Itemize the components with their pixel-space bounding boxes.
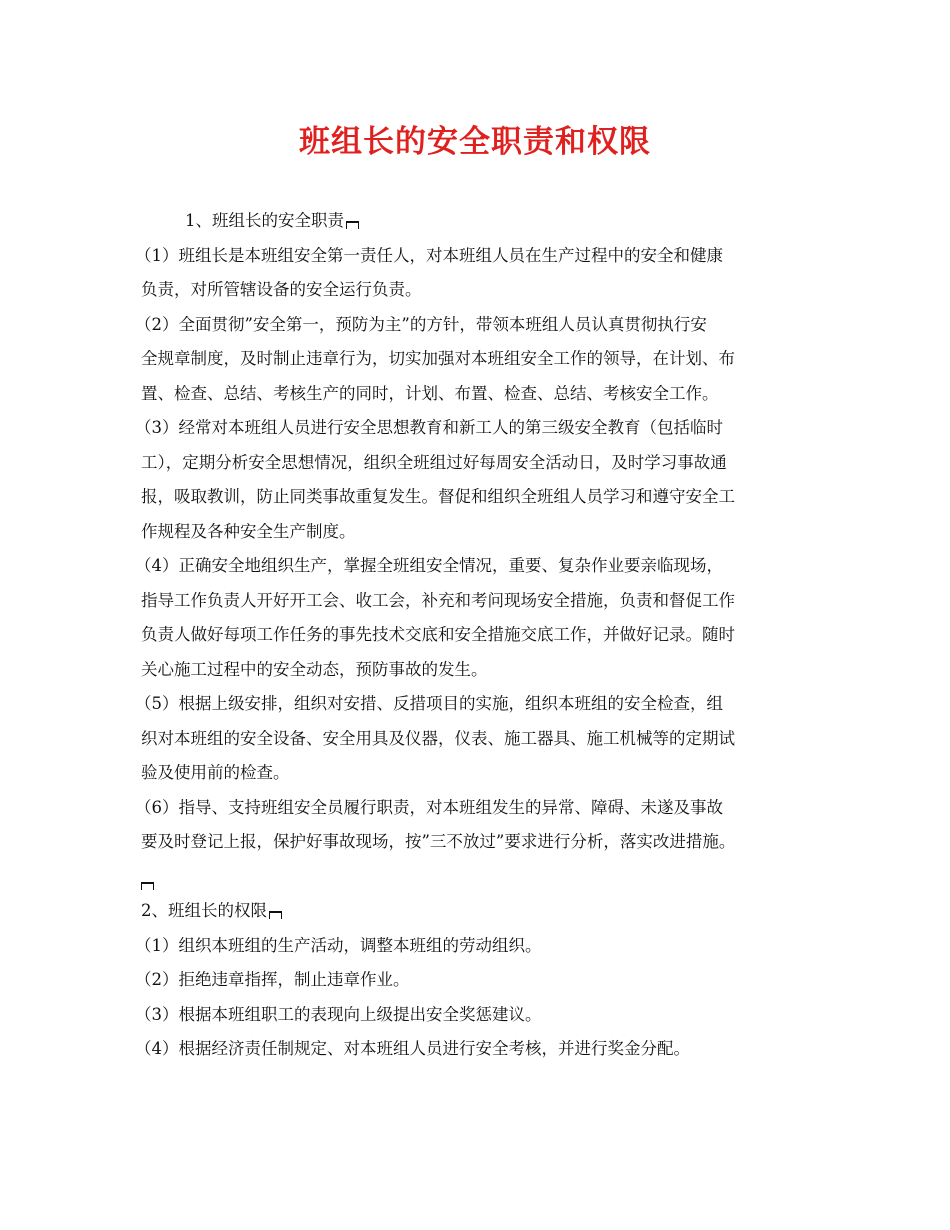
document-title: 班组长的安全职责和权限 (299, 124, 651, 160)
paragraph-line: （1）组织本班组的生产活动，调整本班组的劳动组织。 (135, 935, 542, 955)
section2-heading: 2、班组长的权限 (141, 901, 267, 920)
paragraph-line: （3）经常对本班组人员进行安全思想教育和新工人的第三级安全教育（包括临时 (135, 418, 723, 437)
section2-heading-line (141, 894, 821, 929)
paragraph-line: 全规章制度，及时制止违章行为，切实加强对本班组安全工作的领导，在计划、布 (141, 349, 735, 368)
paragraph-line: （5）根据上级安排，组织对安措、反措项目的实施，组织本班组的安全检查，组 (135, 694, 723, 713)
paragraph-line: （2）全面贯彻”安全第一，预防为主”的方针，带领本班组人员认真贯彻执行安 (135, 314, 707, 334)
paragraph-mark-icon (269, 911, 282, 919)
paragraph-line: （3）根据本班组职工的表现向上级提出安全奖惩建议。 (135, 1004, 542, 1024)
paragraph-line: （1）班组长是本班组安全第一责任人，对本班组人员在生产过程中的安全和健康 (135, 245, 723, 265)
paragraph-line: 织对本班组的安全设备、安全用具及仪器，仪表、施工器具、施工机械等的定期试 (141, 728, 735, 748)
paragraph-line: 指导工作负责人开好开工会、收工会，补充和考问现场安全措施，负责和督促工作 (141, 590, 735, 610)
document-body (135, 204, 821, 1067)
paragraph-line: 验及使用前的检查。 (141, 763, 290, 782)
paragraph-line: 要及时登记上报，保护好事故现场，按”三不放过”要求进行分析，落实改进措施。 (141, 832, 736, 851)
paragraph-line: 作规程及各种安全生产制度。 (141, 521, 356, 541)
paragraph-line: 负责人做好每项工作任务的事先技术交底和安全措施交底工作，并做好记录。随时 (141, 625, 735, 644)
paragraph-mark-icon (346, 221, 359, 229)
section1-heading-line (141, 204, 821, 239)
paragraph-mark-icon (141, 882, 154, 890)
paragraph-line: （6）指导、支持班组安全员履行职责，对本班组发生的异常、障碍、未遂及事故 (135, 797, 723, 817)
paragraph-line: 置、检查、总结、考核生产的同时，计划、布置、检查、总结、考核安全工作。 (141, 383, 719, 403)
paragraph-line: 负责，对所管辖设备的安全运行负责。 (141, 280, 422, 299)
section1-heading: 1、班组长的安全职责 (185, 211, 344, 230)
paragraph-mark-line (141, 860, 821, 895)
paragraph-line: 关心施工过程中的安全动态，预防事故的发生。 (141, 659, 488, 679)
paragraph-line: 报，吸取教训，防止同类事故重复发生。督促和组织全班组人员学习和遵守安全工 (141, 487, 735, 506)
paragraph-line: （4）根据经济责任制规定、对本班组人员进行安全考核，并进行奖金分配。 (135, 1039, 690, 1058)
paragraph-line: （2）拒绝违章指挥，制止违章作业。 (135, 970, 410, 989)
paragraph-line: （4）正确安全地组织生产，掌握全班组安全情况，重要、复杂作业要亲临现场， (135, 556, 723, 575)
paragraph-line: 工），定期分析安全思想情况，组织全班组过好每周安全活动日，及时学习事故通 (141, 452, 727, 472)
